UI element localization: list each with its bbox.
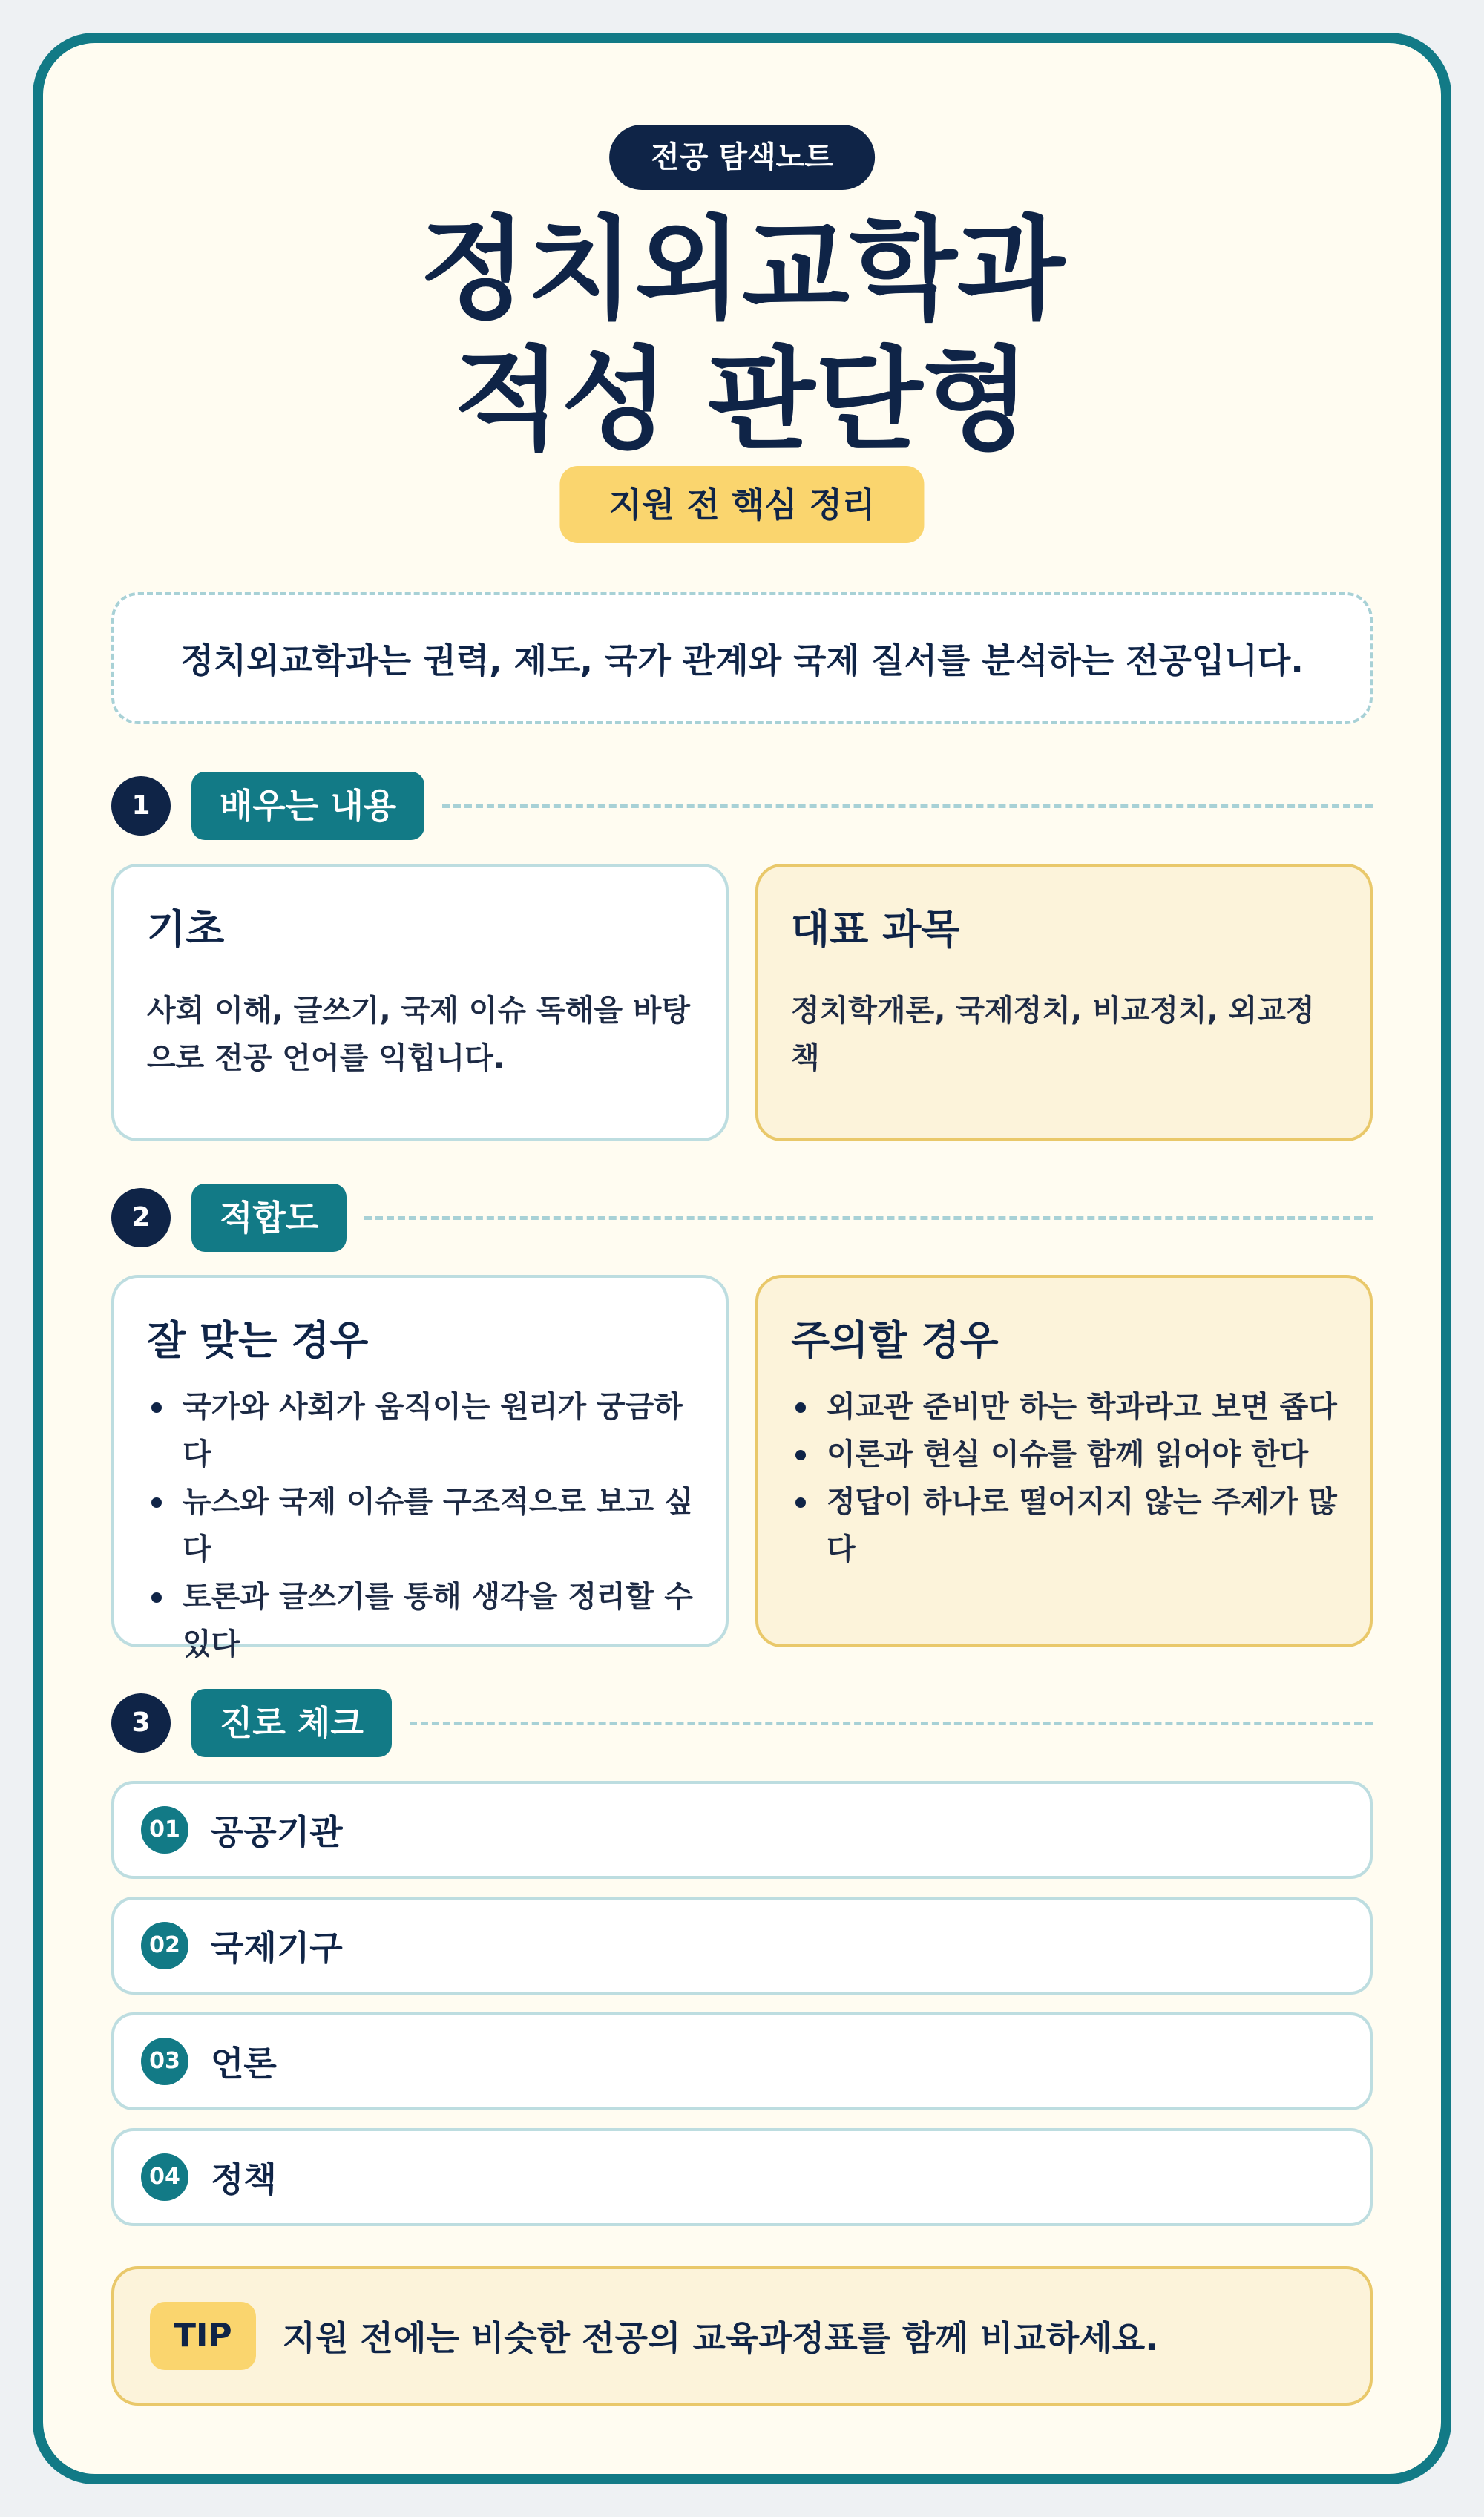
- category-tag: 전공 탐색노트: [609, 125, 875, 190]
- intro-box: [111, 592, 1373, 724]
- title-line-1: 정치외교학과: [419, 206, 1065, 335]
- section-header-fit: [111, 1184, 1373, 1252]
- intro-text: 정치외교학과는 권력, 제도, 국가 관계와 국제 질서를 분석하는 전공입니다.: [180, 640, 1304, 680]
- list-item: 이론과 현실 이슈를 함께 읽어야 한다: [791, 1431, 1337, 1478]
- career-label: 국제기구: [211, 1928, 343, 1968]
- courses-text: 정치학개론, 국제정치, 비교정치, 외교정책: [791, 994, 1315, 1075]
- section-number: 3: [111, 1693, 171, 1753]
- subtitle-badge: 지원 전 핵심 정리: [559, 466, 924, 543]
- caution-list: [791, 1383, 1337, 1573]
- caution-title: 주의할 경우: [791, 1317, 999, 1364]
- list-item: 외교관 준비만 하는 학과라고 보면 좁다: [791, 1383, 1337, 1431]
- title-line-2: 적성 판단형: [453, 336, 1031, 465]
- career-item-policy: [111, 2128, 1373, 2226]
- basics-title: 기초: [147, 906, 225, 953]
- list-item: 토론과 글쓰기를 통해 생각을 정리할 수 있다: [147, 1573, 693, 1668]
- tip-text: 지원 전에는 비슷한 전공의 교육과정표를 함께 비교하세요.: [282, 2318, 1158, 2358]
- career-item-public-institution: [111, 1781, 1373, 1879]
- career-label: 공공기관: [211, 1812, 343, 1852]
- section-number: 2: [111, 1188, 171, 1247]
- career-item-media: [111, 2012, 1373, 2110]
- basics-box: [111, 864, 729, 1141]
- career-number: 03: [141, 2038, 188, 2085]
- career-label: 정책: [211, 2159, 277, 2199]
- caution-box: [755, 1275, 1373, 1647]
- section-divider: [410, 1722, 1373, 1725]
- career-number: 04: [141, 2153, 188, 2201]
- tip-badge: TIP: [150, 2302, 256, 2370]
- section-label: 진로 체크: [191, 1689, 392, 1757]
- tip-box: [111, 2266, 1373, 2406]
- good-fit-title: 잘 맞는 경우: [147, 1317, 369, 1364]
- section-label: 적합도: [191, 1184, 347, 1252]
- section-divider: [442, 804, 1373, 808]
- good-fit-list: [147, 1383, 693, 1668]
- courses-box: [755, 864, 1373, 1141]
- career-number: 02: [141, 1922, 188, 1969]
- page-title: [43, 205, 1441, 466]
- career-item-international-org: [111, 1897, 1373, 1995]
- courses-title: 대표 과목: [791, 906, 960, 953]
- career-number: 01: [141, 1806, 188, 1854]
- note-card: [33, 33, 1451, 2484]
- section-number: 1: [111, 776, 171, 836]
- section-header-career: [111, 1689, 1373, 1757]
- section-header-learning: [111, 772, 1373, 840]
- list-item: 뉴스와 국제 이슈를 구조적으로 보고 싶다: [147, 1478, 693, 1573]
- career-label: 언론: [211, 2044, 277, 2084]
- good-fit-box: [111, 1275, 729, 1661]
- list-item: 정답이 하나로 떨어지지 않는 주제가 많다: [791, 1478, 1337, 1573]
- section-label: 배우는 내용: [191, 772, 424, 840]
- basics-text: 사회 이해, 글쓰기, 국제 이슈 독해을 바탕으로 전공 언어를 익힙니다.: [147, 994, 691, 1075]
- list-item: 국가와 사회가 움직이는 원리가 궁금하다: [147, 1383, 693, 1478]
- section-divider: [364, 1216, 1373, 1220]
